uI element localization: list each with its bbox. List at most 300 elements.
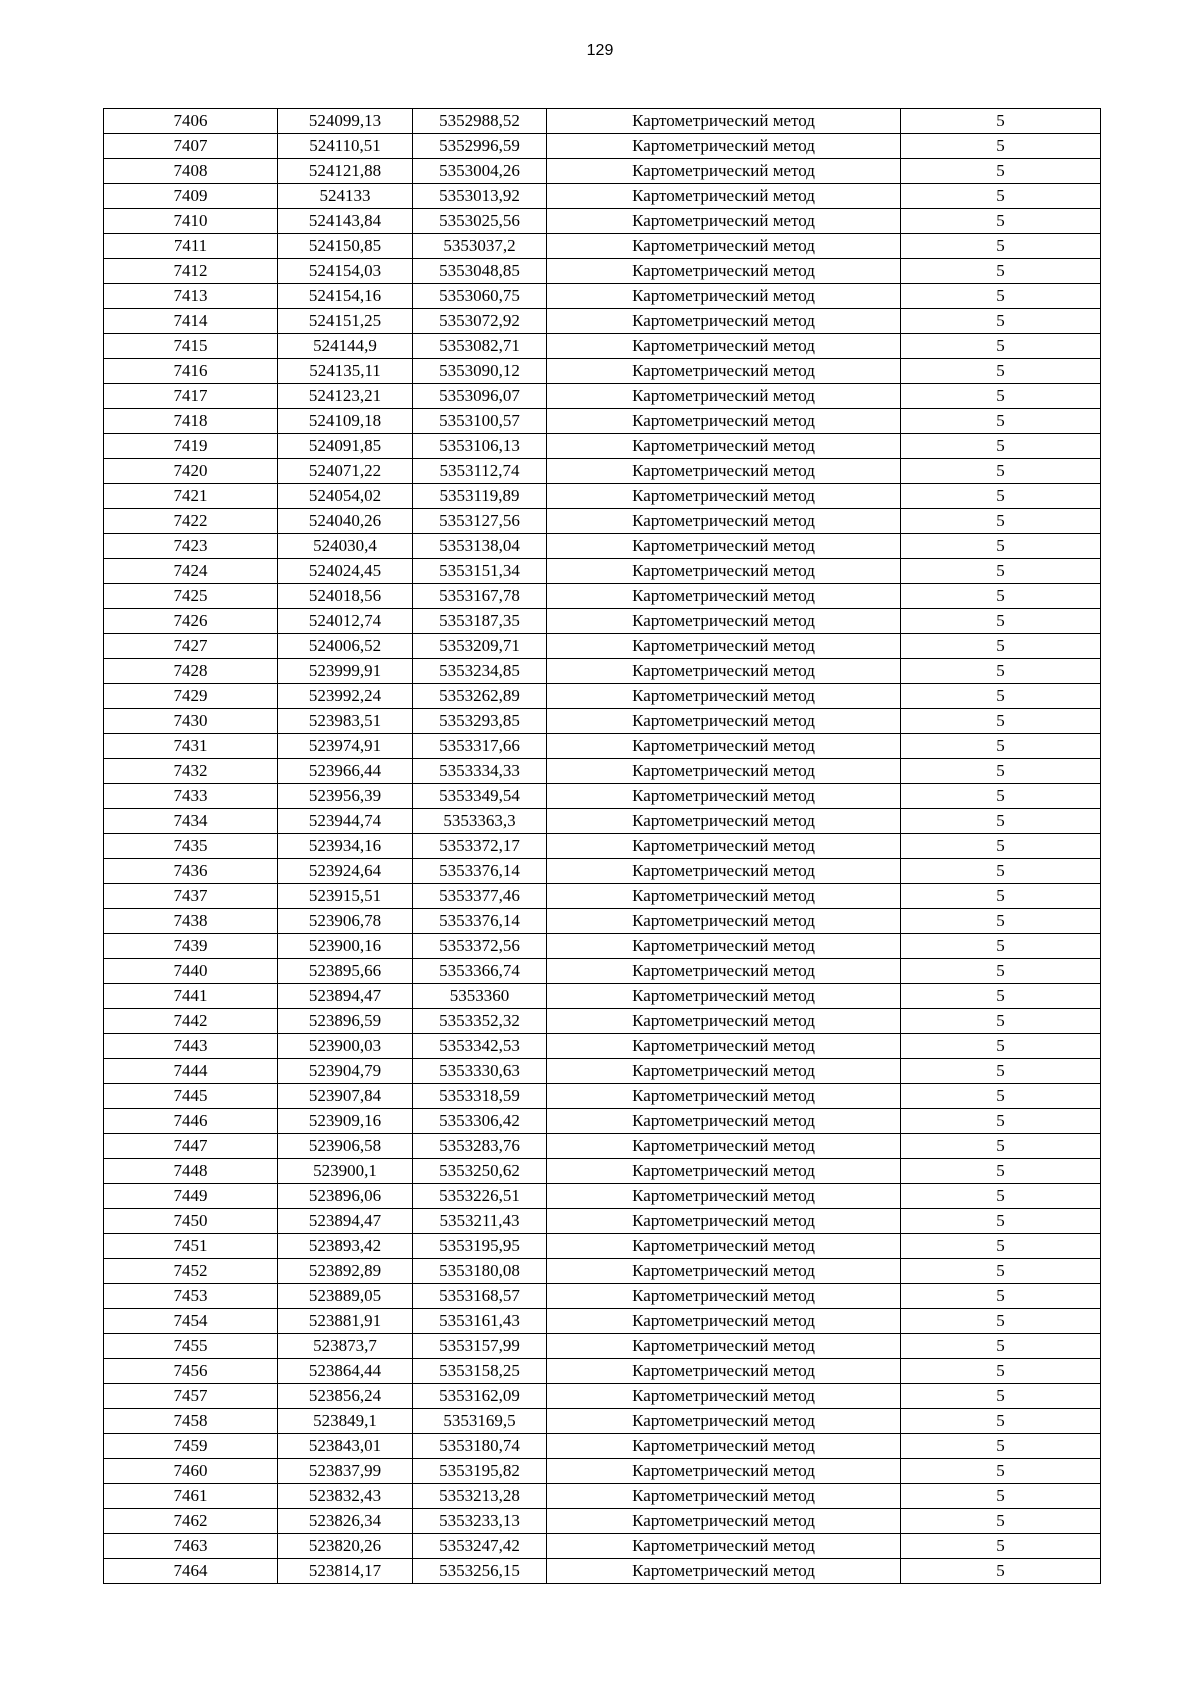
method-cell: Картометрический метод bbox=[547, 934, 901, 959]
table-row bbox=[104, 1434, 1101, 1459]
table-row bbox=[104, 259, 1101, 284]
accuracy-cell: 5 bbox=[901, 784, 1101, 809]
method-cell: Картометрический метод bbox=[547, 1359, 901, 1384]
point-number-cell: 7427 bbox=[104, 634, 278, 659]
x-coordinate-cell: 523895,66 bbox=[278, 959, 413, 984]
method-cell: Картометрический метод bbox=[547, 1459, 901, 1484]
table-row bbox=[104, 759, 1101, 784]
point-number-cell: 7408 bbox=[104, 159, 278, 184]
table-row bbox=[104, 1209, 1101, 1234]
y-coordinate-cell: 5353004,26 bbox=[413, 159, 547, 184]
point-number-cell: 7455 bbox=[104, 1334, 278, 1359]
point-number-cell: 7457 bbox=[104, 1384, 278, 1409]
x-coordinate-cell: 523906,78 bbox=[278, 909, 413, 934]
y-coordinate-cell: 5353169,5 bbox=[413, 1409, 547, 1434]
method-cell: Картометрический метод bbox=[547, 684, 901, 709]
method-cell: Картометрический метод bbox=[547, 734, 901, 759]
y-coordinate-cell: 5353352,32 bbox=[413, 1009, 547, 1034]
y-coordinate-cell: 5353158,25 bbox=[413, 1359, 547, 1384]
table-row bbox=[104, 784, 1101, 809]
point-number-cell: 7438 bbox=[104, 909, 278, 934]
method-cell: Картометрический метод bbox=[547, 609, 901, 634]
point-number-cell: 7434 bbox=[104, 809, 278, 834]
accuracy-cell: 5 bbox=[901, 459, 1101, 484]
accuracy-cell: 5 bbox=[901, 509, 1101, 534]
x-coordinate-cell: 523892,89 bbox=[278, 1259, 413, 1284]
accuracy-cell: 5 bbox=[901, 409, 1101, 434]
x-coordinate-cell: 524135,11 bbox=[278, 359, 413, 384]
table-row bbox=[104, 809, 1101, 834]
y-coordinate-cell: 5353106,13 bbox=[413, 434, 547, 459]
accuracy-cell: 5 bbox=[901, 1159, 1101, 1184]
point-number-cell: 7430 bbox=[104, 709, 278, 734]
method-cell: Картометрический метод bbox=[547, 534, 901, 559]
method-cell: Картометрический метод bbox=[547, 1384, 901, 1409]
table-row bbox=[104, 1509, 1101, 1534]
method-cell: Картометрический метод bbox=[547, 184, 901, 209]
method-cell: Картометрический метод bbox=[547, 984, 901, 1009]
method-cell: Картометрический метод bbox=[547, 1534, 901, 1559]
accuracy-cell: 5 bbox=[901, 1034, 1101, 1059]
method-cell: Картометрический метод bbox=[547, 884, 901, 909]
x-coordinate-cell: 524123,21 bbox=[278, 384, 413, 409]
table-row bbox=[104, 1109, 1101, 1134]
point-number-cell: 7418 bbox=[104, 409, 278, 434]
accuracy-cell: 5 bbox=[901, 809, 1101, 834]
point-number-cell: 7435 bbox=[104, 834, 278, 859]
x-coordinate-cell: 523966,44 bbox=[278, 759, 413, 784]
y-coordinate-cell: 5353025,56 bbox=[413, 209, 547, 234]
x-coordinate-cell: 523974,91 bbox=[278, 734, 413, 759]
table-row bbox=[104, 584, 1101, 609]
y-coordinate-cell: 5353262,89 bbox=[413, 684, 547, 709]
x-coordinate-cell: 523944,74 bbox=[278, 809, 413, 834]
accuracy-cell: 5 bbox=[901, 1309, 1101, 1334]
method-cell: Картометрический метод bbox=[547, 1009, 901, 1034]
y-coordinate-cell: 5353112,74 bbox=[413, 459, 547, 484]
method-cell: Картометрический метод bbox=[547, 409, 901, 434]
method-cell: Картометрический метод bbox=[547, 1434, 901, 1459]
point-number-cell: 7431 bbox=[104, 734, 278, 759]
y-coordinate-cell: 5353195,82 bbox=[413, 1459, 547, 1484]
method-cell: Картометрический метод bbox=[547, 359, 901, 384]
accuracy-cell: 5 bbox=[901, 159, 1101, 184]
table-row bbox=[104, 359, 1101, 384]
point-number-cell: 7448 bbox=[104, 1159, 278, 1184]
method-cell: Картометрический метод bbox=[547, 1059, 901, 1084]
x-coordinate-cell: 523896,59 bbox=[278, 1009, 413, 1034]
y-coordinate-cell: 5353162,09 bbox=[413, 1384, 547, 1409]
y-coordinate-cell: 5353138,04 bbox=[413, 534, 547, 559]
accuracy-cell: 5 bbox=[901, 434, 1101, 459]
table-row bbox=[104, 534, 1101, 559]
point-number-cell: 7440 bbox=[104, 959, 278, 984]
accuracy-cell: 5 bbox=[901, 559, 1101, 584]
point-number-cell: 7447 bbox=[104, 1134, 278, 1159]
accuracy-cell: 5 bbox=[901, 259, 1101, 284]
method-cell: Картометрический метод bbox=[547, 1484, 901, 1509]
table-row bbox=[104, 459, 1101, 484]
y-coordinate-cell: 5353372,17 bbox=[413, 834, 547, 859]
x-coordinate-cell: 523907,84 bbox=[278, 1084, 413, 1109]
point-number-cell: 7453 bbox=[104, 1284, 278, 1309]
table-row bbox=[104, 1284, 1101, 1309]
table-row bbox=[104, 1159, 1101, 1184]
point-number-cell: 7452 bbox=[104, 1259, 278, 1284]
accuracy-cell: 5 bbox=[901, 1084, 1101, 1109]
table-row bbox=[104, 1334, 1101, 1359]
table-row bbox=[104, 1409, 1101, 1434]
method-cell: Картометрический метод bbox=[547, 659, 901, 684]
table-row bbox=[104, 684, 1101, 709]
y-coordinate-cell: 5353376,14 bbox=[413, 859, 547, 884]
method-cell: Картометрический метод bbox=[547, 1259, 901, 1284]
method-cell: Картометрический метод bbox=[547, 1134, 901, 1159]
x-coordinate-cell: 523900,16 bbox=[278, 934, 413, 959]
page-number: 129 bbox=[586, 42, 614, 59]
y-coordinate-cell: 5353180,08 bbox=[413, 1259, 547, 1284]
table-row bbox=[104, 834, 1101, 859]
method-cell: Картометрический метод bbox=[547, 559, 901, 584]
y-coordinate-cell: 5353256,15 bbox=[413, 1559, 547, 1584]
method-cell: Картометрический метод bbox=[547, 159, 901, 184]
table-row bbox=[104, 409, 1101, 434]
x-coordinate-cell: 523894,47 bbox=[278, 1209, 413, 1234]
y-coordinate-cell: 5353151,34 bbox=[413, 559, 547, 584]
point-number-cell: 7445 bbox=[104, 1084, 278, 1109]
table-row bbox=[104, 484, 1101, 509]
accuracy-cell: 5 bbox=[901, 184, 1101, 209]
method-cell: Картометрический метод bbox=[547, 1559, 901, 1584]
accuracy-cell: 5 bbox=[901, 384, 1101, 409]
accuracy-cell: 5 bbox=[901, 1134, 1101, 1159]
x-coordinate-cell: 524054,02 bbox=[278, 484, 413, 509]
method-cell: Картометрический метод bbox=[547, 709, 901, 734]
y-coordinate-cell: 5353090,12 bbox=[413, 359, 547, 384]
x-coordinate-cell: 523893,42 bbox=[278, 1234, 413, 1259]
table-row bbox=[104, 109, 1101, 134]
accuracy-cell: 5 bbox=[901, 1259, 1101, 1284]
point-number-cell: 7456 bbox=[104, 1359, 278, 1384]
point-number-cell: 7449 bbox=[104, 1184, 278, 1209]
accuracy-cell: 5 bbox=[901, 309, 1101, 334]
table-row bbox=[104, 1259, 1101, 1284]
method-cell: Картометрический метод bbox=[547, 1184, 901, 1209]
x-coordinate-cell: 523992,24 bbox=[278, 684, 413, 709]
x-coordinate-cell: 523826,34 bbox=[278, 1509, 413, 1534]
x-coordinate-cell: 524154,03 bbox=[278, 259, 413, 284]
table-row bbox=[104, 859, 1101, 884]
table-row bbox=[104, 1034, 1101, 1059]
accuracy-cell: 5 bbox=[901, 1534, 1101, 1559]
table-row bbox=[104, 1534, 1101, 1559]
accuracy-cell: 5 bbox=[901, 1184, 1101, 1209]
accuracy-cell: 5 bbox=[901, 984, 1101, 1009]
accuracy-cell: 5 bbox=[901, 534, 1101, 559]
method-cell: Картометрический метод bbox=[547, 134, 901, 159]
x-coordinate-cell: 523837,99 bbox=[278, 1459, 413, 1484]
y-coordinate-cell: 5353372,56 bbox=[413, 934, 547, 959]
y-coordinate-cell: 5353360 bbox=[413, 984, 547, 1009]
point-number-cell: 7410 bbox=[104, 209, 278, 234]
accuracy-cell: 5 bbox=[901, 909, 1101, 934]
point-number-cell: 7451 bbox=[104, 1234, 278, 1259]
y-coordinate-cell: 5353161,43 bbox=[413, 1309, 547, 1334]
table-row bbox=[104, 934, 1101, 959]
table-row bbox=[104, 734, 1101, 759]
y-coordinate-cell: 5353096,07 bbox=[413, 384, 547, 409]
method-cell: Картометрический метод bbox=[547, 1334, 901, 1359]
table-row bbox=[104, 1384, 1101, 1409]
table-row bbox=[104, 1009, 1101, 1034]
accuracy-cell: 5 bbox=[901, 1434, 1101, 1459]
y-coordinate-cell: 5353377,46 bbox=[413, 884, 547, 909]
y-coordinate-cell: 5353048,85 bbox=[413, 259, 547, 284]
table-row bbox=[104, 1359, 1101, 1384]
table-row bbox=[104, 609, 1101, 634]
method-cell: Картометрический метод bbox=[547, 1509, 901, 1534]
accuracy-cell: 5 bbox=[901, 759, 1101, 784]
table-row bbox=[104, 909, 1101, 934]
point-number-cell: 7441 bbox=[104, 984, 278, 1009]
y-coordinate-cell: 5353318,59 bbox=[413, 1084, 547, 1109]
table-row bbox=[104, 659, 1101, 684]
method-cell: Картометрический метод bbox=[547, 1309, 901, 1334]
table-row bbox=[104, 634, 1101, 659]
method-cell: Картометрический метод bbox=[547, 1409, 901, 1434]
x-coordinate-cell: 523889,05 bbox=[278, 1284, 413, 1309]
method-cell: Картометрический метод bbox=[547, 434, 901, 459]
x-coordinate-cell: 524030,4 bbox=[278, 534, 413, 559]
y-coordinate-cell: 5353127,56 bbox=[413, 509, 547, 534]
x-coordinate-cell: 524012,74 bbox=[278, 609, 413, 634]
x-coordinate-cell: 523873,7 bbox=[278, 1334, 413, 1359]
point-number-cell: 7439 bbox=[104, 934, 278, 959]
y-coordinate-cell: 5353317,66 bbox=[413, 734, 547, 759]
point-number-cell: 7420 bbox=[104, 459, 278, 484]
method-cell: Картометрический метод bbox=[547, 334, 901, 359]
point-number-cell: 7419 bbox=[104, 434, 278, 459]
table-row bbox=[104, 159, 1101, 184]
accuracy-cell: 5 bbox=[901, 1559, 1101, 1584]
x-coordinate-cell: 523900,03 bbox=[278, 1034, 413, 1059]
point-number-cell: 7446 bbox=[104, 1109, 278, 1134]
accuracy-cell: 5 bbox=[901, 234, 1101, 259]
accuracy-cell: 5 bbox=[901, 684, 1101, 709]
x-coordinate-cell: 523924,64 bbox=[278, 859, 413, 884]
method-cell: Картометрический метод bbox=[547, 909, 901, 934]
accuracy-cell: 5 bbox=[901, 1209, 1101, 1234]
x-coordinate-cell: 523814,17 bbox=[278, 1559, 413, 1584]
accuracy-cell: 5 bbox=[901, 209, 1101, 234]
y-coordinate-cell: 5353060,75 bbox=[413, 284, 547, 309]
y-coordinate-cell: 5353233,13 bbox=[413, 1509, 547, 1534]
coordinates-table bbox=[103, 108, 1101, 1584]
x-coordinate-cell: 524143,84 bbox=[278, 209, 413, 234]
x-coordinate-cell: 523856,24 bbox=[278, 1384, 413, 1409]
point-number-cell: 7444 bbox=[104, 1059, 278, 1084]
accuracy-cell: 5 bbox=[901, 334, 1101, 359]
y-coordinate-cell: 5353247,42 bbox=[413, 1534, 547, 1559]
table-row bbox=[104, 184, 1101, 209]
table-row bbox=[104, 959, 1101, 984]
accuracy-cell: 5 bbox=[901, 1234, 1101, 1259]
point-number-cell: 7413 bbox=[104, 284, 278, 309]
accuracy-cell: 5 bbox=[901, 1459, 1101, 1484]
method-cell: Картометрический метод bbox=[547, 834, 901, 859]
x-coordinate-cell: 524109,18 bbox=[278, 409, 413, 434]
x-coordinate-cell: 524024,45 bbox=[278, 559, 413, 584]
method-cell: Картометрический метод bbox=[547, 484, 901, 509]
x-coordinate-cell: 524091,85 bbox=[278, 434, 413, 459]
point-number-cell: 7426 bbox=[104, 609, 278, 634]
point-number-cell: 7414 bbox=[104, 309, 278, 334]
x-coordinate-cell: 524110,51 bbox=[278, 134, 413, 159]
y-coordinate-cell: 5353334,33 bbox=[413, 759, 547, 784]
method-cell: Картометрический метод bbox=[547, 234, 901, 259]
accuracy-cell: 5 bbox=[901, 1409, 1101, 1434]
point-number-cell: 7437 bbox=[104, 884, 278, 909]
method-cell: Картометрический метод bbox=[547, 1109, 901, 1134]
y-coordinate-cell: 5353293,85 bbox=[413, 709, 547, 734]
point-number-cell: 7428 bbox=[104, 659, 278, 684]
x-coordinate-cell: 523999,91 bbox=[278, 659, 413, 684]
table-row bbox=[104, 1134, 1101, 1159]
point-number-cell: 7421 bbox=[104, 484, 278, 509]
x-coordinate-cell: 523894,47 bbox=[278, 984, 413, 1009]
table-row bbox=[104, 309, 1101, 334]
y-coordinate-cell: 5353366,74 bbox=[413, 959, 547, 984]
x-coordinate-cell: 523832,43 bbox=[278, 1484, 413, 1509]
y-coordinate-cell: 5353195,95 bbox=[413, 1234, 547, 1259]
y-coordinate-cell: 5353213,28 bbox=[413, 1484, 547, 1509]
y-coordinate-cell: 5353349,54 bbox=[413, 784, 547, 809]
y-coordinate-cell: 5353168,57 bbox=[413, 1284, 547, 1309]
x-coordinate-cell: 523934,16 bbox=[278, 834, 413, 859]
point-number-cell: 7450 bbox=[104, 1209, 278, 1234]
x-coordinate-cell: 523849,1 bbox=[278, 1409, 413, 1434]
point-number-cell: 7459 bbox=[104, 1434, 278, 1459]
table-row bbox=[104, 384, 1101, 409]
x-coordinate-cell: 524099,13 bbox=[278, 109, 413, 134]
point-number-cell: 7443 bbox=[104, 1034, 278, 1059]
y-coordinate-cell: 5353363,3 bbox=[413, 809, 547, 834]
table-row bbox=[104, 1459, 1101, 1484]
method-cell: Картометрический метод bbox=[547, 1084, 901, 1109]
point-number-cell: 7433 bbox=[104, 784, 278, 809]
point-number-cell: 7412 bbox=[104, 259, 278, 284]
point-number-cell: 7424 bbox=[104, 559, 278, 584]
table-row bbox=[104, 1059, 1101, 1084]
y-coordinate-cell: 5353342,53 bbox=[413, 1034, 547, 1059]
table-row bbox=[104, 884, 1101, 909]
x-coordinate-cell: 524133 bbox=[278, 184, 413, 209]
accuracy-cell: 5 bbox=[901, 284, 1101, 309]
method-cell: Картометрический метод bbox=[547, 309, 901, 334]
y-coordinate-cell: 5353180,74 bbox=[413, 1434, 547, 1459]
accuracy-cell: 5 bbox=[901, 634, 1101, 659]
y-coordinate-cell: 5353082,71 bbox=[413, 334, 547, 359]
method-cell: Картометрический метод bbox=[547, 1284, 901, 1309]
y-coordinate-cell: 5353100,57 bbox=[413, 409, 547, 434]
table-row bbox=[104, 334, 1101, 359]
point-number-cell: 7425 bbox=[104, 584, 278, 609]
point-number-cell: 7429 bbox=[104, 684, 278, 709]
point-number-cell: 7458 bbox=[104, 1409, 278, 1434]
table-row bbox=[104, 434, 1101, 459]
y-coordinate-cell: 5353013,92 bbox=[413, 184, 547, 209]
table-row bbox=[104, 1484, 1101, 1509]
point-number-cell: 7454 bbox=[104, 1309, 278, 1334]
accuracy-cell: 5 bbox=[901, 1484, 1101, 1509]
accuracy-cell: 5 bbox=[901, 134, 1101, 159]
method-cell: Картометрический метод bbox=[547, 634, 901, 659]
accuracy-cell: 5 bbox=[901, 1059, 1101, 1084]
x-coordinate-cell: 524150,85 bbox=[278, 234, 413, 259]
table-body bbox=[104, 109, 1101, 1584]
point-number-cell: 7464 bbox=[104, 1559, 278, 1584]
point-number-cell: 7423 bbox=[104, 534, 278, 559]
accuracy-cell: 5 bbox=[901, 859, 1101, 884]
point-number-cell: 7409 bbox=[104, 184, 278, 209]
y-coordinate-cell: 5353157,99 bbox=[413, 1334, 547, 1359]
y-coordinate-cell: 5353119,89 bbox=[413, 484, 547, 509]
method-cell: Картометрический метод bbox=[547, 859, 901, 884]
method-cell: Картометрический метод bbox=[547, 809, 901, 834]
point-number-cell: 7416 bbox=[104, 359, 278, 384]
point-number-cell: 7461 bbox=[104, 1484, 278, 1509]
y-coordinate-cell: 5353234,85 bbox=[413, 659, 547, 684]
table-row bbox=[104, 1084, 1101, 1109]
point-number-cell: 7406 bbox=[104, 109, 278, 134]
y-coordinate-cell: 5353330,63 bbox=[413, 1059, 547, 1084]
point-number-cell: 7411 bbox=[104, 234, 278, 259]
table-row bbox=[104, 984, 1101, 1009]
x-coordinate-cell: 523900,1 bbox=[278, 1159, 413, 1184]
point-number-cell: 7462 bbox=[104, 1509, 278, 1534]
method-cell: Картометрический метод bbox=[547, 284, 901, 309]
point-number-cell: 7460 bbox=[104, 1459, 278, 1484]
method-cell: Картометрический метод bbox=[547, 509, 901, 534]
point-number-cell: 7407 bbox=[104, 134, 278, 159]
y-coordinate-cell: 5353250,62 bbox=[413, 1159, 547, 1184]
x-coordinate-cell: 523896,06 bbox=[278, 1184, 413, 1209]
table-row bbox=[104, 1234, 1101, 1259]
table-row bbox=[104, 209, 1101, 234]
table-row bbox=[104, 1309, 1101, 1334]
x-coordinate-cell: 524018,56 bbox=[278, 584, 413, 609]
x-coordinate-cell: 523904,79 bbox=[278, 1059, 413, 1084]
y-coordinate-cell: 5353037,2 bbox=[413, 234, 547, 259]
method-cell: Картометрический метод bbox=[547, 784, 901, 809]
method-cell: Картометрический метод bbox=[547, 1159, 901, 1184]
x-coordinate-cell: 523820,26 bbox=[278, 1534, 413, 1559]
x-coordinate-cell: 523881,91 bbox=[278, 1309, 413, 1334]
method-cell: Картометрический метод bbox=[547, 759, 901, 784]
x-coordinate-cell: 523906,58 bbox=[278, 1134, 413, 1159]
point-number-cell: 7422 bbox=[104, 509, 278, 534]
point-number-cell: 7436 bbox=[104, 859, 278, 884]
y-coordinate-cell: 5353209,71 bbox=[413, 634, 547, 659]
y-coordinate-cell: 5353187,35 bbox=[413, 609, 547, 634]
method-cell: Картометрический метод bbox=[547, 1209, 901, 1234]
x-coordinate-cell: 524154,16 bbox=[278, 284, 413, 309]
x-coordinate-cell: 524151,25 bbox=[278, 309, 413, 334]
accuracy-cell: 5 bbox=[901, 734, 1101, 759]
accuracy-cell: 5 bbox=[901, 584, 1101, 609]
accuracy-cell: 5 bbox=[901, 959, 1101, 984]
method-cell: Картометрический метод bbox=[547, 584, 901, 609]
